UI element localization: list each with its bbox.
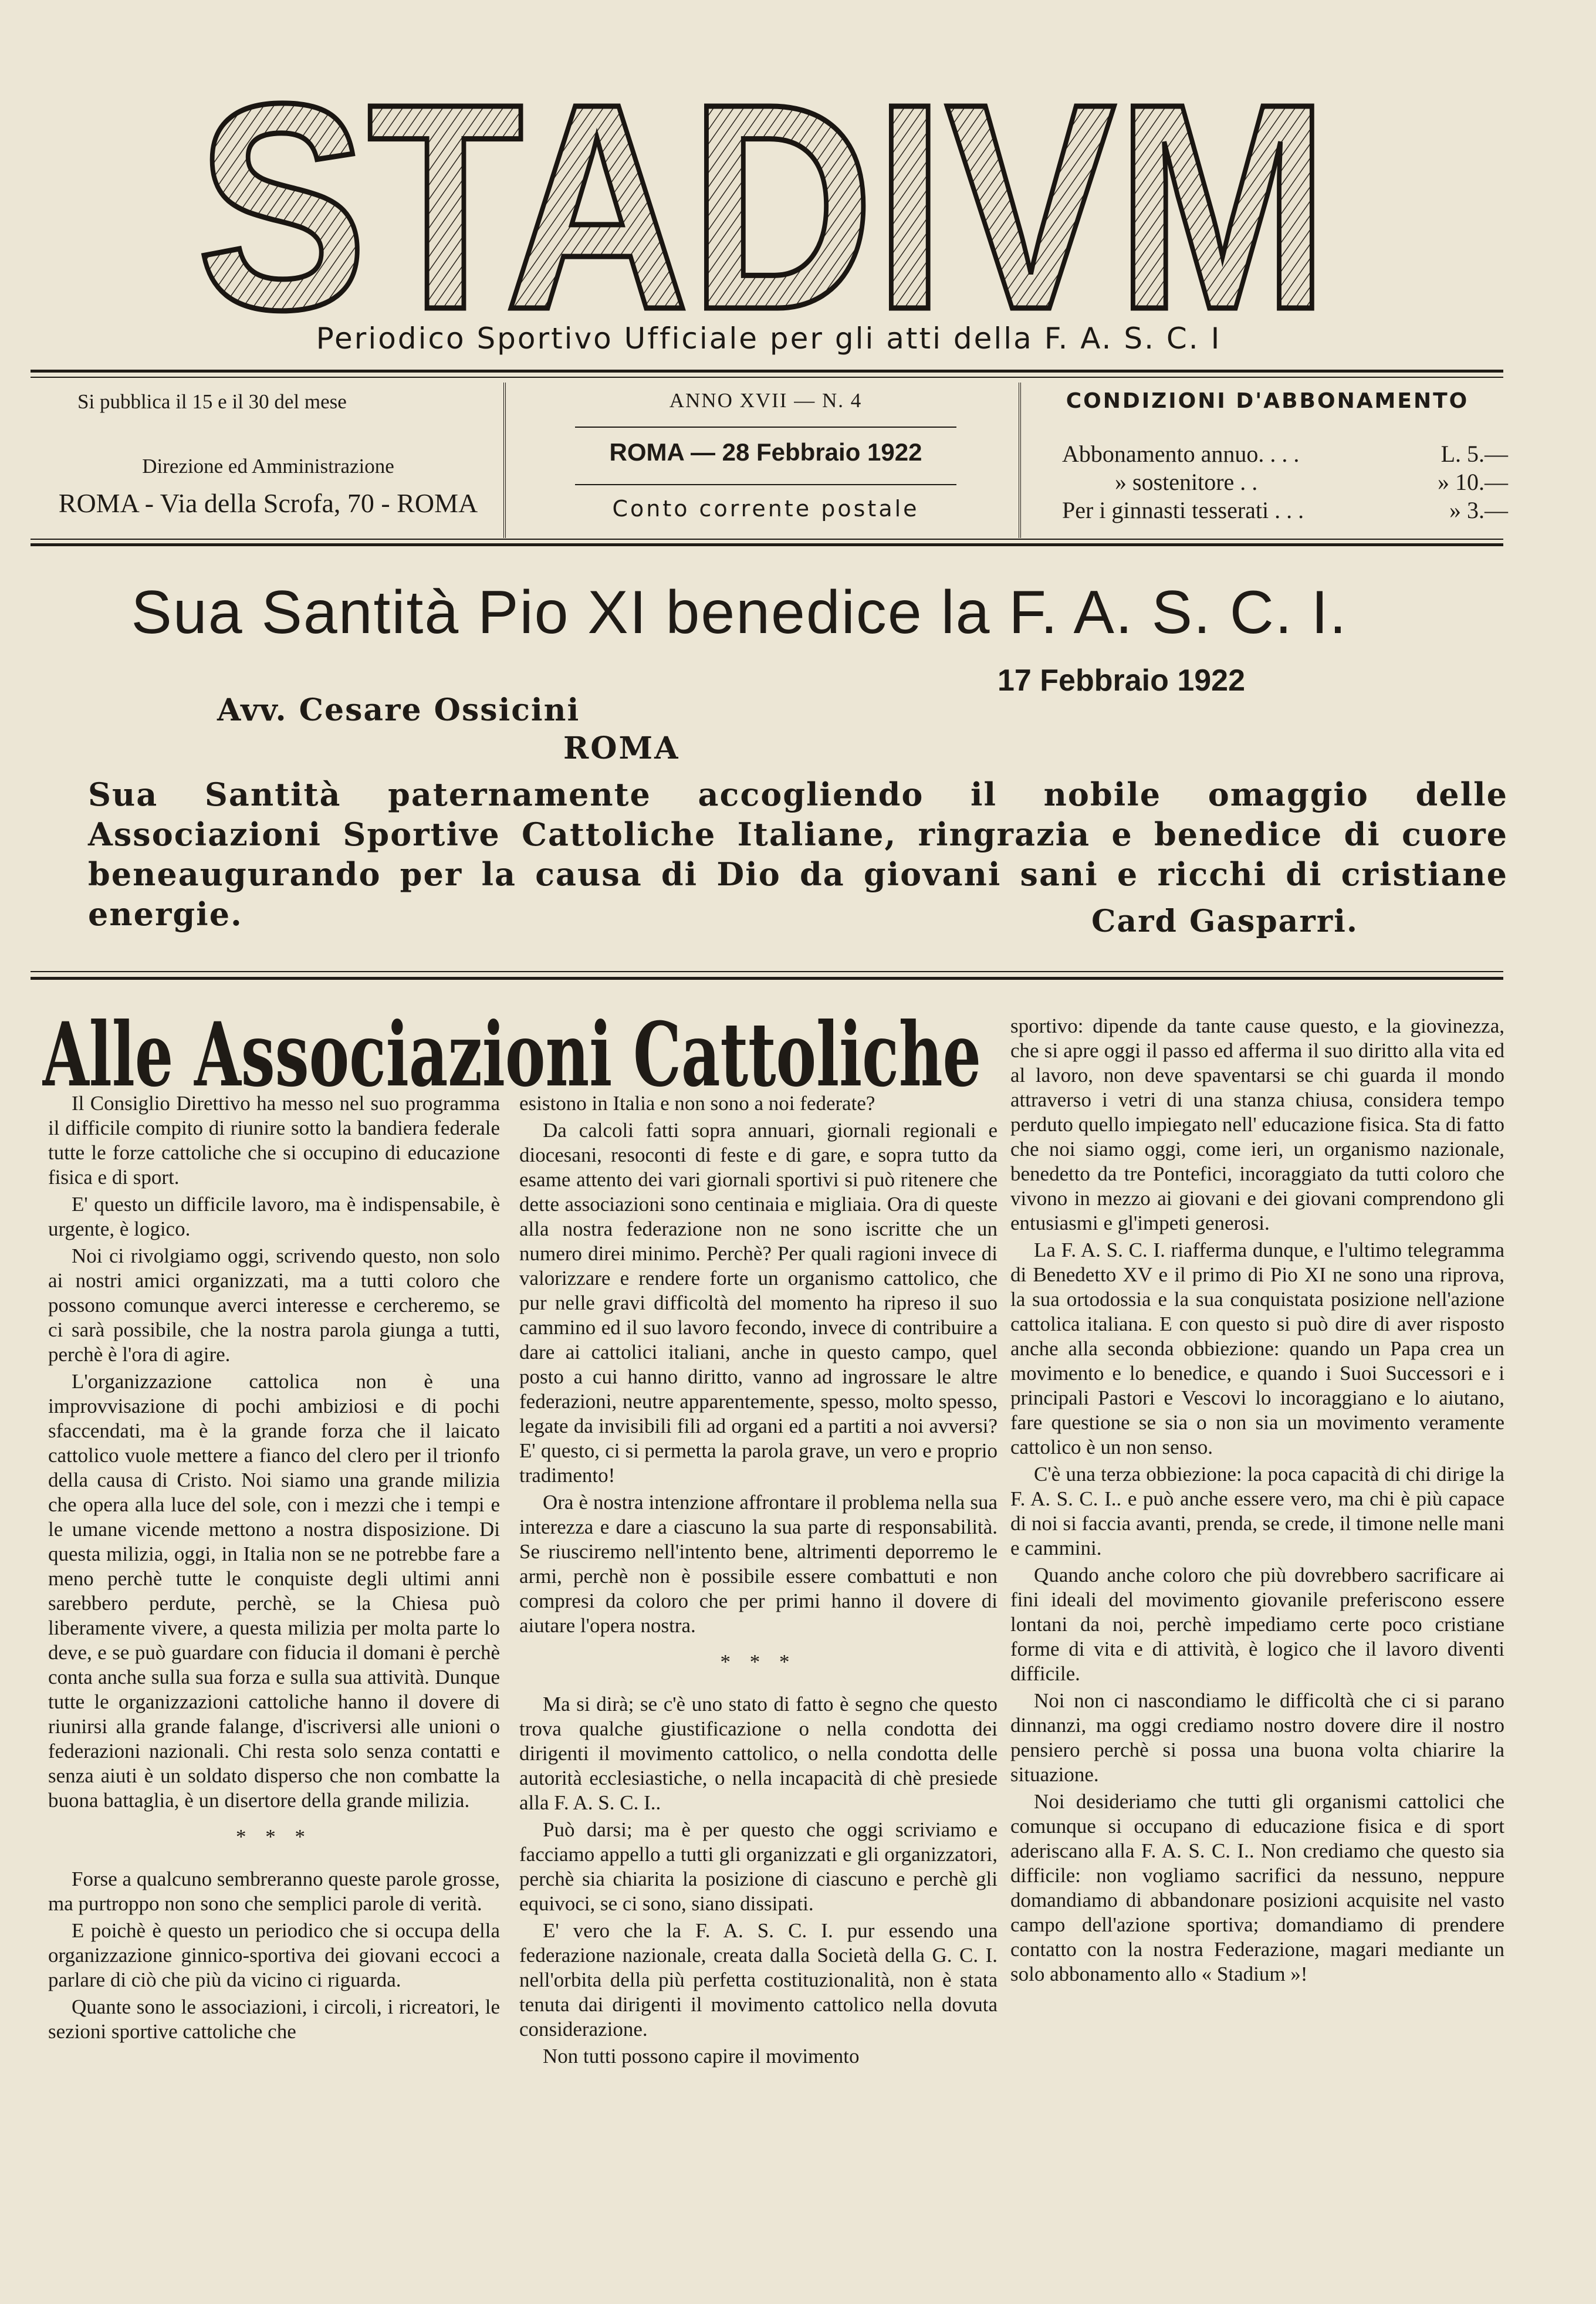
paragraph: sportivo: dipende da tante cause questo, e la giovinezza, che si apre oggi il passo ed afferma il suo diritto alla vita ed al lavoro, non deve spaventarsi se chi guarda il mondo attraverso i vetri di una stanza chiusa, considera tempo perduto quello impiegato nell' educazione fisica. Sta di fatto che noi siamo oggi, come ieri, un organismo nazionale, benedetto da tre Pontefici, incoraggiato da tutti coloro che vivono in mezzo ai giovani e dei giovani comprendono gli entusiasmi e gl'impeti generosi. <box>1010 1014 1504 1234</box>
paragraph: E' vero che la F. A. S. C. I. pur essendo una federazione nazionale, creata dalla Società della G. C. I. nell'orbita della più perfetta costituzionalità, non è stata tenuta dai dirigenti il movimento cattolico nella dovuta considerazione. <box>519 1919 998 2041</box>
paragraph: Noi non ci nascondiamo le difficoltà che ci si parano dinnanzi, ma oggi crediamo nostro dovere dire il nostro pensiero perchè si possa una buona volta chiarire la situazione. <box>1010 1689 1504 1786</box>
paragraph: Quando anche coloro che più dovrebbero sacrificare ai fini ideali del movimento giovanile preferiscono essere lontani da noi, perchè impediamo certe poco cristiane forme di vita e di attività, è logico che il lavoro diventi difficile. <box>1010 1564 1504 1685</box>
info-issue-box <box>516 384 1015 537</box>
subscription-label: Per i ginnasti tesserati . . . <box>1062 497 1304 523</box>
paragraph: E' questo un difficile lavoro, ma è indispensabile, è urgente, è logico. <box>48 1193 500 1240</box>
subscription-price: » 3.— <box>1449 497 1508 523</box>
paragraph: L'organizzazione cattolica non è una improvvisazione di pochi ambiziosi e di pochi sfaccendati, ma è la grande forza che il laicato cattolico vuole mettere a fianco del clero per il trionfo della causa di Cristo. Noi siamo una grande milizia che opera alla luce del sole, con i mezzi che i tempi e le umane vicende mettono a nostra disposizione. Di questa milizia, oggi, in Italia non se ne potrebbe fare a meno perchè tutte le conquiste degli ultimi anni sarebbero perdute, perchè, se la Chiesa può liberamente vivere, a questa milizia per molta parte lo deve, e se può guardare con fiducia il domani è perchè conta anche sulla sua forza e sulla sua attività. Dunque tutte le organizzazioni cattoliche hanno il dovere di riunirsi alla grande falange, d'iscriversi alle unioni o federazioni nazionali. Chi resta solo senza contatti e senza aiuti è un soldato disperso che non combatte la buona battaglia, è un disertore della grande milizia. <box>48 1370 500 1812</box>
paragraph: E poichè è questo un periodico che si occupa della organizzazione ginnico-sportiva dei giovani eccoci a parlare di ciò che più da vicino ci riguarda. <box>48 1919 500 1991</box>
direction-label: Direzione ed Amministrazione <box>142 455 394 478</box>
telegram-city: ROMA <box>563 730 680 766</box>
subscription-heading: CONDIZIONI D'ABBONAMENTO <box>1066 389 1469 413</box>
paragraph: Da calcoli fatti sopra annuari, giornali regionali e diocesani, resoconti di feste e di gare, e sopra tutto da esame attento dei vari giornali sportivi si può ritenere che dette associazioni sono centinaia e migliaia. Ora di queste alla nostra federazione non ne sono iscritte che un numero direi minimo. Perchè? Per quali ragioni invece di valorizzare e rendere forte un organismo cattolico, che pur nelle gravi difficoltà del momento ha ripreso il suo cammino ed il suo lavoro fecondo, invece di contribuire a dare ai cattolici italiani, anche in questo campo, quel posto a cui hanno diritto, vanno ad ingrossare le altre federazioni, neutre apparentemente, spesso, molto spesso, legate da invisibili fili ad organi ed a partiti a noi avversi? E' questo, ci si permetta la parola grave, un vero e proprio tradimento! <box>519 1119 998 1487</box>
address: ROMA - Via della Scrofa, 70 - ROMA <box>58 488 478 518</box>
paragraph: Non tutti possono capire il movimento <box>543 2045 860 2068</box>
rule-lower <box>31 977 1503 980</box>
publication-schedule: Si pubblica il 15 e il 30 del mese <box>77 390 347 413</box>
paragraph: Noi ci rivolgiamo oggi, scrivendo questo, non solo ai nostri amici organizzati, ma a tutti coloro che possono comunque averci interesse e cercheremo, se ci sarà possibile, che la nostra parola giunga a tutti, perchè è l'ora di agire. <box>48 1244 500 1366</box>
subscription-price: L. 5.— <box>1441 441 1508 467</box>
paragraph: Forse a qualcuno sembreranno queste parole grosse, ma purtroppo non sono che semplici parole di verità. <box>48 1867 500 1915</box>
section-separator: * * * <box>236 1825 312 1848</box>
paragraph: Ma si dirà; se c'è uno stato di fatto è segno che questo trova qualche giustificazione o nella condotta dei dirigenti il movimento cattolico, o nella condotta delle autorità ecclesiastiche, o nella incapacità di chè presiede alla F. A. S. C. I.. <box>519 1693 998 1814</box>
rule-lower-thin <box>31 971 1503 972</box>
masthead-logo <box>188 70 1338 323</box>
rule-top <box>31 370 1503 373</box>
paragraph: Noi desideriamo che tutti gli organismi cattolici che comunque si occupano di educazione fisica e di sport aderiscano alla F. A. S. C. I.. Non crediamo che questo sia difficile: non vogliamo sacrifici da nessuno, neppure domandiamo di abbandonare posizioni acquisite nel vasto campo dell'azione sportiva; domandiamo di prendere contatto con la nostra Federazione, magari mediante un solo abbonamento allo « Stadium »! <box>1010 1790 1504 1985</box>
paragraph: La F. A. S. C. I. riafferma dunque, e l'ultimo telegramma di Benedetto XV e il primo di Pio XI ne sono una riprova, la sua ortodossia e la sua conquistata posizione nell'azione cattolica italiana. E con questo si può dire di aver risposto anche alla seconda obbiezione: quando un Papa crea un movimento e lo benedice, e quando i Suoi Successori e i principali Pastori e Vescovi lo incoraggiano e lo aiutano, fare questione se sia o non sia un movimento veramente cattolico è un non senso. <box>1010 1239 1504 1459</box>
subscription-label: Abbonamento annuo. . . . <box>1062 441 1300 467</box>
article-column-1 <box>48 1091 500 2046</box>
subscription-price: » 10.— <box>1438 469 1508 495</box>
telegram-date: 17 Febbraio 1922 <box>998 664 1245 698</box>
section-separator: * * * <box>720 1650 797 1673</box>
paragraph: Quante sono le associazioni, i circoli, i ricreatori, le sezioni sportive cattoliche che <box>48 1995 500 2043</box>
subscription-label: » sostenitore . . <box>1115 469 1258 495</box>
article-title <box>42 997 987 1103</box>
telegram-body: Sua Santità paternamente accogliendo il nobile omaggio delle Associazioni Sportive Cattoliche Italiane, ringrazia e benedice di cuore beneaugurando per la causa di Dio da giovani sani e ricchi di cristiane energie. <box>88 776 1508 933</box>
telegram-signature: Card Gasparri. <box>1091 904 1359 939</box>
postal-account: Conto corrente postale <box>612 496 919 522</box>
paragraph: C'è una terza obbiezione: la poca capacità di chi dirige la F. A. S. C. I.. e può anche essere vero, ma chi è più capace di noi si faccia avanti, prenda, se crede, il timone nelle mani e cammini. <box>1010 1463 1504 1559</box>
rule-mid-thin <box>31 539 1503 540</box>
rule-mid <box>31 543 1503 546</box>
masthead-subtitle: Periodico Sportivo Ufficiale per gli atti della F. A. S. C. I <box>316 322 1222 356</box>
paragraph: esistono in Italia e non sono a noi federate? <box>519 1092 875 1115</box>
headline: Sua Santità Pio XI benedice la F. A. S. C. I. <box>131 578 1348 647</box>
issue-number: ANNO XVII — N. 4 <box>669 389 863 412</box>
divider <box>575 427 956 428</box>
divider <box>1019 383 1021 538</box>
article-title-text: Alle Associazioni Cattoliche <box>42 1003 981 1103</box>
article-column-2 <box>519 1091 998 2071</box>
issue-date: ROMA — 28 Febbraio 1922 <box>609 438 922 466</box>
article-column-3 <box>1010 1014 1504 1989</box>
divider <box>503 383 506 538</box>
rule-top-thin <box>31 377 1503 378</box>
paragraph: Ora è nostra intenzione affrontare il problema nella sua interezza e dare a ciascuno la sua parte di responsabilità. Se riusciremo nell'intento bene, altrimenti deporremo le armi, perchè non è possibile essere combattuti e non compresi da coloro che per primi hanno il dovere di aiutare l'opera nostra. <box>519 1491 998 1637</box>
paragraph: Può darsi; ma è per questo che oggi scriviamo e facciamo appello a tutti gli organizzati e gli organizzatori, perchè sia chiarita la posizione di ciascuno e perchè gli equivoci, se ci sono, siano dissipati. <box>519 1818 998 1915</box>
divider <box>575 484 956 485</box>
telegram-recipient: Avv. Cesare Ossicini <box>217 692 580 728</box>
paragraph: Il Consiglio Direttivo ha messo nel suo programma il difficile compito di riunire sotto la bandiera federale tutte le forze cattoliche che si occupino di educazione fisica e di sport. <box>48 1092 500 1189</box>
subscription-box <box>1033 384 1531 537</box>
masthead-title: STADIVM <box>197 70 1329 323</box>
info-publication-box <box>31 384 506 537</box>
